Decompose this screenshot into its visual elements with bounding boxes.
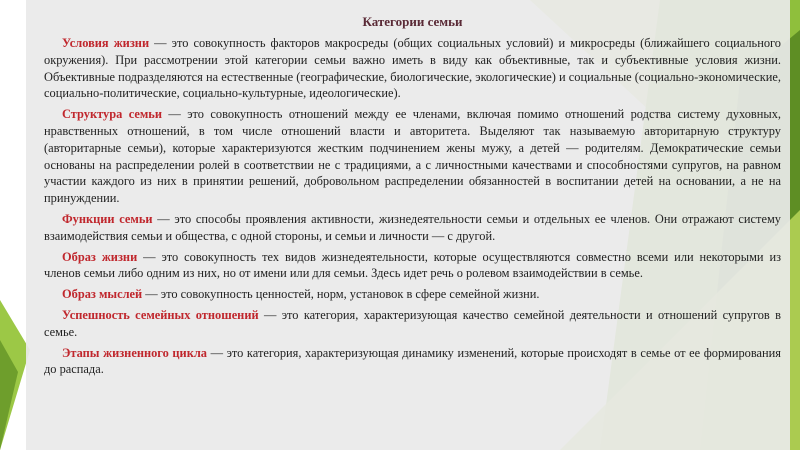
slide-content bbox=[44, 13, 781, 382]
term-life-cycle-stages: Этапы жизненного цикла bbox=[62, 345, 207, 360]
term-way-of-life: Образ жизни bbox=[62, 249, 138, 264]
paragraph-way-of-life bbox=[44, 249, 781, 283]
term-relationship-success: Успешность семейных отношений bbox=[62, 307, 259, 322]
term-family-functions: Функции семьи bbox=[62, 211, 153, 226]
definition-living-conditions: — это совокупность факторов макросреды (общих социальных условий) и микросреды (ближайшего социального окружения). При рассмотрении этой категории семьи важно иметь в виду как объективные, так и субъективные условия жизни. Объективные подразделяются на естественные (географические, биологические, экологические) и социальные (социально-экономические, социально-политические, социально-культурные, идеологические). bbox=[44, 36, 782, 101]
term-way-of-thinking: Образ мыслей bbox=[62, 287, 143, 302]
term-living-conditions: Условия жизни bbox=[62, 36, 150, 50]
definition-way-of-life: — это совокупность тех видов жизнедеятельности, которые осуществляются совместно всеми или некоторыми из членов семьи либо одним из них, но от имени или для семьи. Здесь идет речь о ролевом взаимодействии в семье. bbox=[44, 249, 781, 281]
slide-title: Категории семьи bbox=[362, 14, 463, 29]
definition-life-cycle-stages: — это категория, характеризующая динамику изменений, которые происходят в семье от ее формирования до распада. bbox=[44, 345, 781, 377]
paragraph-family-functions bbox=[44, 211, 781, 245]
paragraph-family-structure bbox=[44, 106, 781, 207]
paragraph-living-conditions bbox=[44, 35, 781, 102]
paragraph-relationship-success bbox=[44, 307, 781, 341]
paragraph-way-of-thinking bbox=[44, 286, 781, 303]
definition-family-structure: — это совокупность отношений между ее членами, включая помимо отношений родства систему духовных, нравственных отношений, в том числе отношений власти и авторитета. Выделяют так называемую авторитарную структуру (авторитарные семьи), которые характеризуются жестким подчинением жены мужу, а детей — родителям. Демократические семьи основаны на распределении ролей в соответствии не с традициями, а с личностными качествами и способностями супругов, на равном участии каждого из них в принятии решений, добровольном распределении обязанностей в воспитании детей на основании, а не на принуждении. bbox=[44, 107, 781, 206]
definition-family-functions: — это способы проявления активности, жизнедеятельности семьи и отдельных ее членов. Они отражают систему взаимодействия семьи и общества, с одной стороны, и семьи и личности — с другой. bbox=[44, 211, 781, 243]
definition-relationship-success: — это категория, характеризующая качество семейной деятельности и отношений супругов в семье. bbox=[44, 307, 781, 339]
term-family-structure: Структура семьи bbox=[62, 107, 162, 122]
paragraph-life-cycle-stages bbox=[44, 345, 781, 379]
definition-way-of-thinking: — это совокупность ценностей, норм, установок в сфере семейной жизни. bbox=[142, 287, 540, 302]
